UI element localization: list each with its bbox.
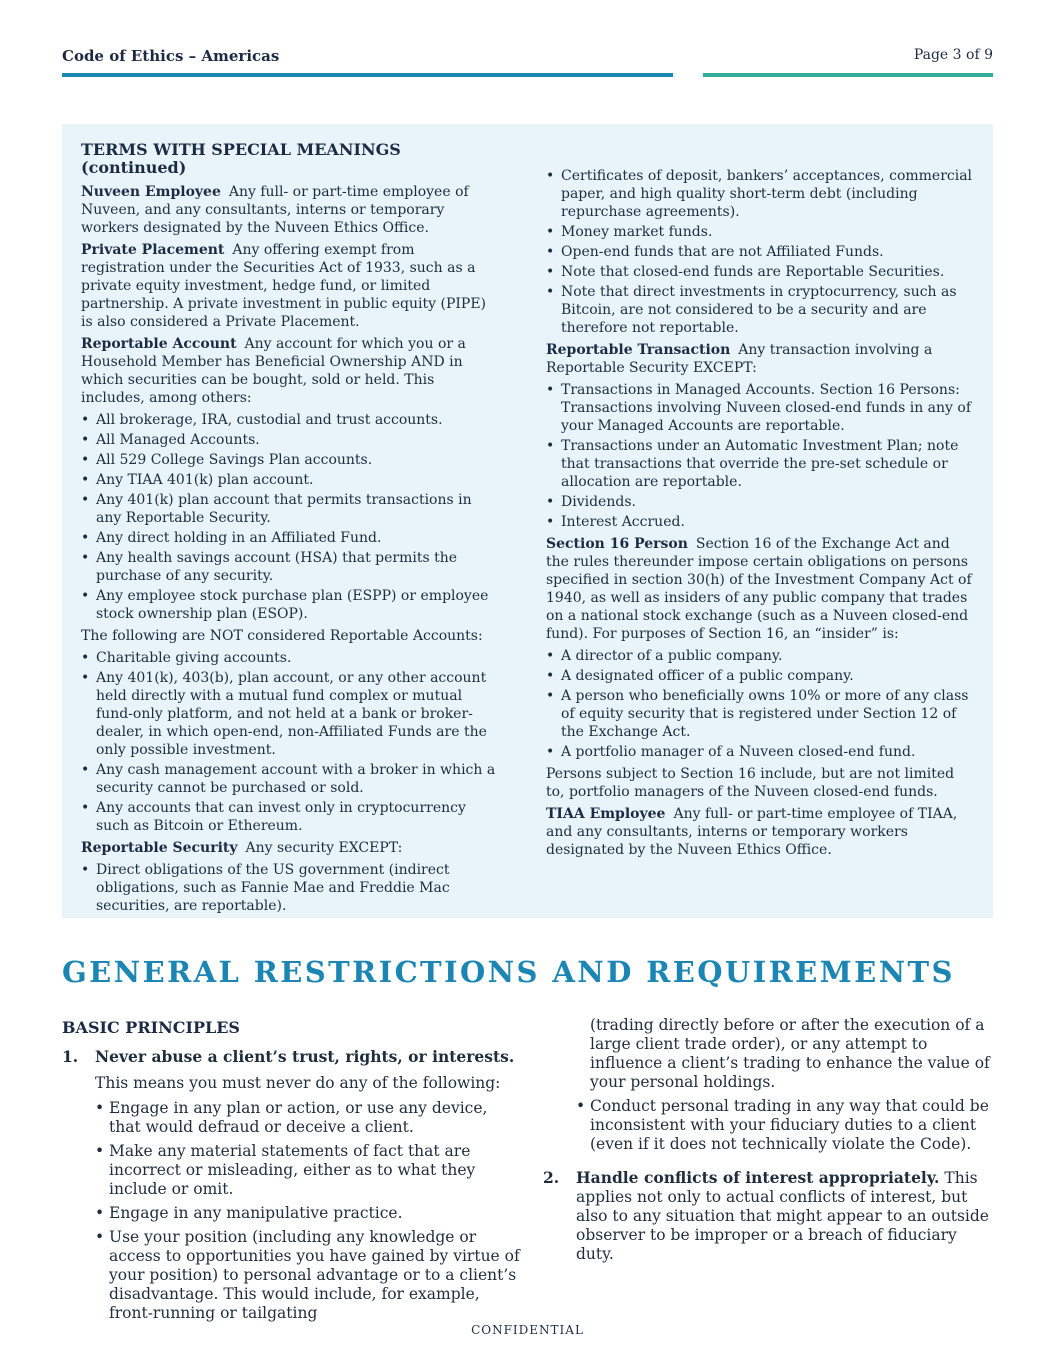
term-private-placement: [81, 241, 501, 331]
term-reportable-account: [81, 335, 501, 407]
reportable-transaction-list: [546, 381, 976, 531]
list-item: • All brokerage, IRA, custodial and trust accounts.: [81, 411, 501, 429]
term-definition: Any security EXCEPT:: [245, 840, 403, 856]
list-item: • Transactions under an Automatic Investment Plan; note that transactions that override the pre-set schedule or allocation are reportable.: [546, 437, 976, 491]
list-item: • All 529 College Savings Plan accounts.: [81, 451, 501, 469]
header-rule-teal: [703, 73, 993, 77]
list-item: • Interest Accrued.: [546, 513, 976, 531]
list-item: • Use your position (including any knowledge or access to opportunities you have gained by virtue of your position) to personal advantage or to a client’s disadvantage. This would include, for example, front-running or tailgating: [95, 1228, 522, 1323]
list-item: • Charitable giving accounts.: [81, 649, 501, 667]
principle-2: [543, 1168, 993, 1264]
list-item: • Any TIAA 401(k) plan account.: [81, 471, 501, 489]
principle-1-continued: (trading directly before or after the execution of a large client trade order), or any attempt to influence a client’s trading to enhance the value of your personal holdings.: [590, 1016, 990, 1091]
body-left-column: [62, 1018, 522, 1328]
not-reportable-list: [81, 649, 501, 835]
list-item: • Direct obligations of the US government (indirect obligations, such as Fannie Mae and Freddie Mac securities, are reportable).: [81, 861, 501, 915]
principle-text: This applies not only to actual conflicts of interest, but also to any situation that might appear to an outside observer to be improper or a breach of fiduciary duty.: [576, 1169, 989, 1263]
term-tiaa-employee: [546, 805, 976, 859]
term-name: Reportable Security: [81, 840, 238, 856]
principle-1-list-cont: [576, 1097, 993, 1154]
term-name: Reportable Transaction: [546, 342, 731, 358]
reportable-account-list: [81, 411, 501, 623]
list-item: • Make any material statements of fact that are incorrect or misleading, either as to what they include or omit.: [95, 1142, 522, 1199]
term-name: Private Placement: [81, 242, 225, 258]
principle-1-list-cont-wrap: [543, 1097, 993, 1154]
list-item: • Certificates of deposit, bankers’ acceptances, commercial paper, and high quality short-term debt (including repurchase agreements).: [546, 167, 976, 221]
term-definition: Section 16 of the Exchange Act and the rules thereunder impose certain obligations on persons specified in section 30(h) of the Investment Company Act of 1940, as well as insiders of any public company that trades on a national stock exchange (such as a Nuveen closed-end fund). For purposes of Section 16, an “insider” is:: [546, 536, 972, 642]
list-item: • Transactions in Managed Accounts. Section 16 Persons: Transactions involving Nuveen closed-end funds in any of your Managed Accounts are reportable.: [546, 381, 976, 435]
terms-heading: TERMS WITH SPECIAL MEANINGS (continued): [81, 140, 401, 177]
page-number: Page 3 of 9: [913, 47, 993, 63]
term-definition: Any account for which you or a Household Member has Beneficial Ownership AND in which securities can be bought, sold or held. This includes, among others:: [81, 336, 466, 406]
list-item: • Open-end funds that are not Affiliated Funds.: [546, 243, 976, 261]
principle-heading: Handle conflicts of interest appropriately.: [576, 1168, 940, 1187]
principle-heading: Never abuse a client’s trust, rights, or interests.: [95, 1047, 515, 1066]
term-reportable-transaction: [546, 341, 976, 377]
term-reportable-security: [81, 839, 501, 857]
term-name: Section 16 Person: [546, 536, 688, 552]
term-definition: Any full- or part-time employee of TIAA, and any consultants, interns or temporary workers designated by the Nuveen Ethics Office.: [546, 806, 958, 858]
principle-1-list: [95, 1099, 522, 1323]
list-item: • Engage in any manipulative practice.: [95, 1204, 522, 1223]
term-name: Nuveen Employee: [81, 184, 221, 200]
not-reportable-intro: The following are NOT considered Reportable Accounts:: [81, 628, 483, 644]
body-right-column: [543, 1016, 993, 1264]
reportable-security-list-cont: [546, 167, 976, 337]
terms-box: [62, 124, 993, 918]
header-rule-blue: [62, 73, 673, 77]
document-title: Code of Ethics – Americas: [62, 47, 280, 65]
list-item: • Money market funds.: [546, 223, 976, 241]
term-name: Reportable Account: [81, 336, 237, 352]
list-item: • Any cash management account with a broker in which a security cannot be purchased or sold.: [81, 761, 501, 797]
term-definition: Any full- or part-time employee of Nuveen, and any consultants, interns or temporary workers designated by the Nuveen Ethics Office.: [81, 184, 469, 236]
list-item: • Note that direct investments in cryptocurrency, such as Bitcoin, are not considered to be a security and are therefore not reportable.: [546, 283, 976, 337]
list-item: • Dividends.: [546, 493, 976, 511]
list-item: • A designated officer of a public company.: [546, 667, 976, 685]
list-item: • A director of a public company.: [546, 647, 976, 665]
term-nuveen-employee: [81, 183, 501, 237]
list-item: • Any 401(k), 403(b), plan account, or any other account held directly with a mutual fund complex or mutual fund-only platform, and not held at a bank or broker-dealer, in which open-end, non-Affiliated Funds are the only possible investment.: [81, 669, 501, 759]
principle-2-paragraph: [576, 1168, 993, 1264]
principle-intro: This means you must never do any of the following:: [95, 1074, 501, 1092]
term-section-16-person: [546, 535, 976, 643]
principle-number: 1.: [62, 1047, 79, 1066]
list-item: • Any direct holding in an Affiliated Fund.: [81, 529, 501, 547]
term-definition: Any transaction involving a Reportable Security EXCEPT:: [546, 342, 933, 376]
list-item: • Conduct personal trading in any way that could be inconsistent with your fiduciary duties to a client (even if it does not technically violate the Code).: [576, 1097, 993, 1154]
list-item: • Note that closed-end funds are Reportable Securities.: [546, 263, 976, 281]
list-item: • A person who beneficially owns 10% or more of any class of equity security that is registered under Section 12 of the Exchange Act.: [546, 687, 976, 741]
section-title: GENERAL RESTRICTIONS AND REQUIREMENTS: [62, 955, 955, 989]
term-definition: Any offering exempt from registration under the Securities Act of 1933, such as a private equity investment, hedge fund, or limited partnership. A private investment in public equity (PIPE) is also considered a Private Placement.: [81, 242, 486, 330]
term-name: TIAA Employee: [546, 806, 666, 822]
principle-number: 2.: [543, 1168, 560, 1187]
section-16-note: Persons subject to Section 16 include, but are not limited to, portfolio managers of the Nuveen closed-end funds.: [546, 766, 955, 800]
list-item: • Any 401(k) plan account that permits transactions in any Reportable Security.: [81, 491, 501, 527]
terms-left-column: [81, 141, 501, 919]
list-item: • All Managed Accounts.: [81, 431, 501, 449]
reportable-security-list: [81, 861, 501, 915]
list-item: • A portfolio manager of a Nuveen closed-end fund.: [546, 743, 976, 761]
confidential-footer: CONFIDENTIAL: [471, 1323, 584, 1337]
list-item: • Engage in any plan or action, or use any device, that would defraud or deceive a client.: [95, 1099, 522, 1137]
principle-1: [62, 1047, 522, 1323]
list-item: • Any health savings account (HSA) that permits the purchase of any security.: [81, 549, 501, 585]
terms-right-column: [546, 167, 976, 863]
list-item: • Any employee stock purchase plan (ESPP) or employee stock ownership plan (ESOP).: [81, 587, 501, 623]
section-16-list: [546, 647, 976, 761]
basic-principles-heading: BASIC PRINCIPLES: [62, 1018, 240, 1037]
list-item: • Any accounts that can invest only in cryptocurrency such as Bitcoin or Ethereum.: [81, 799, 501, 835]
